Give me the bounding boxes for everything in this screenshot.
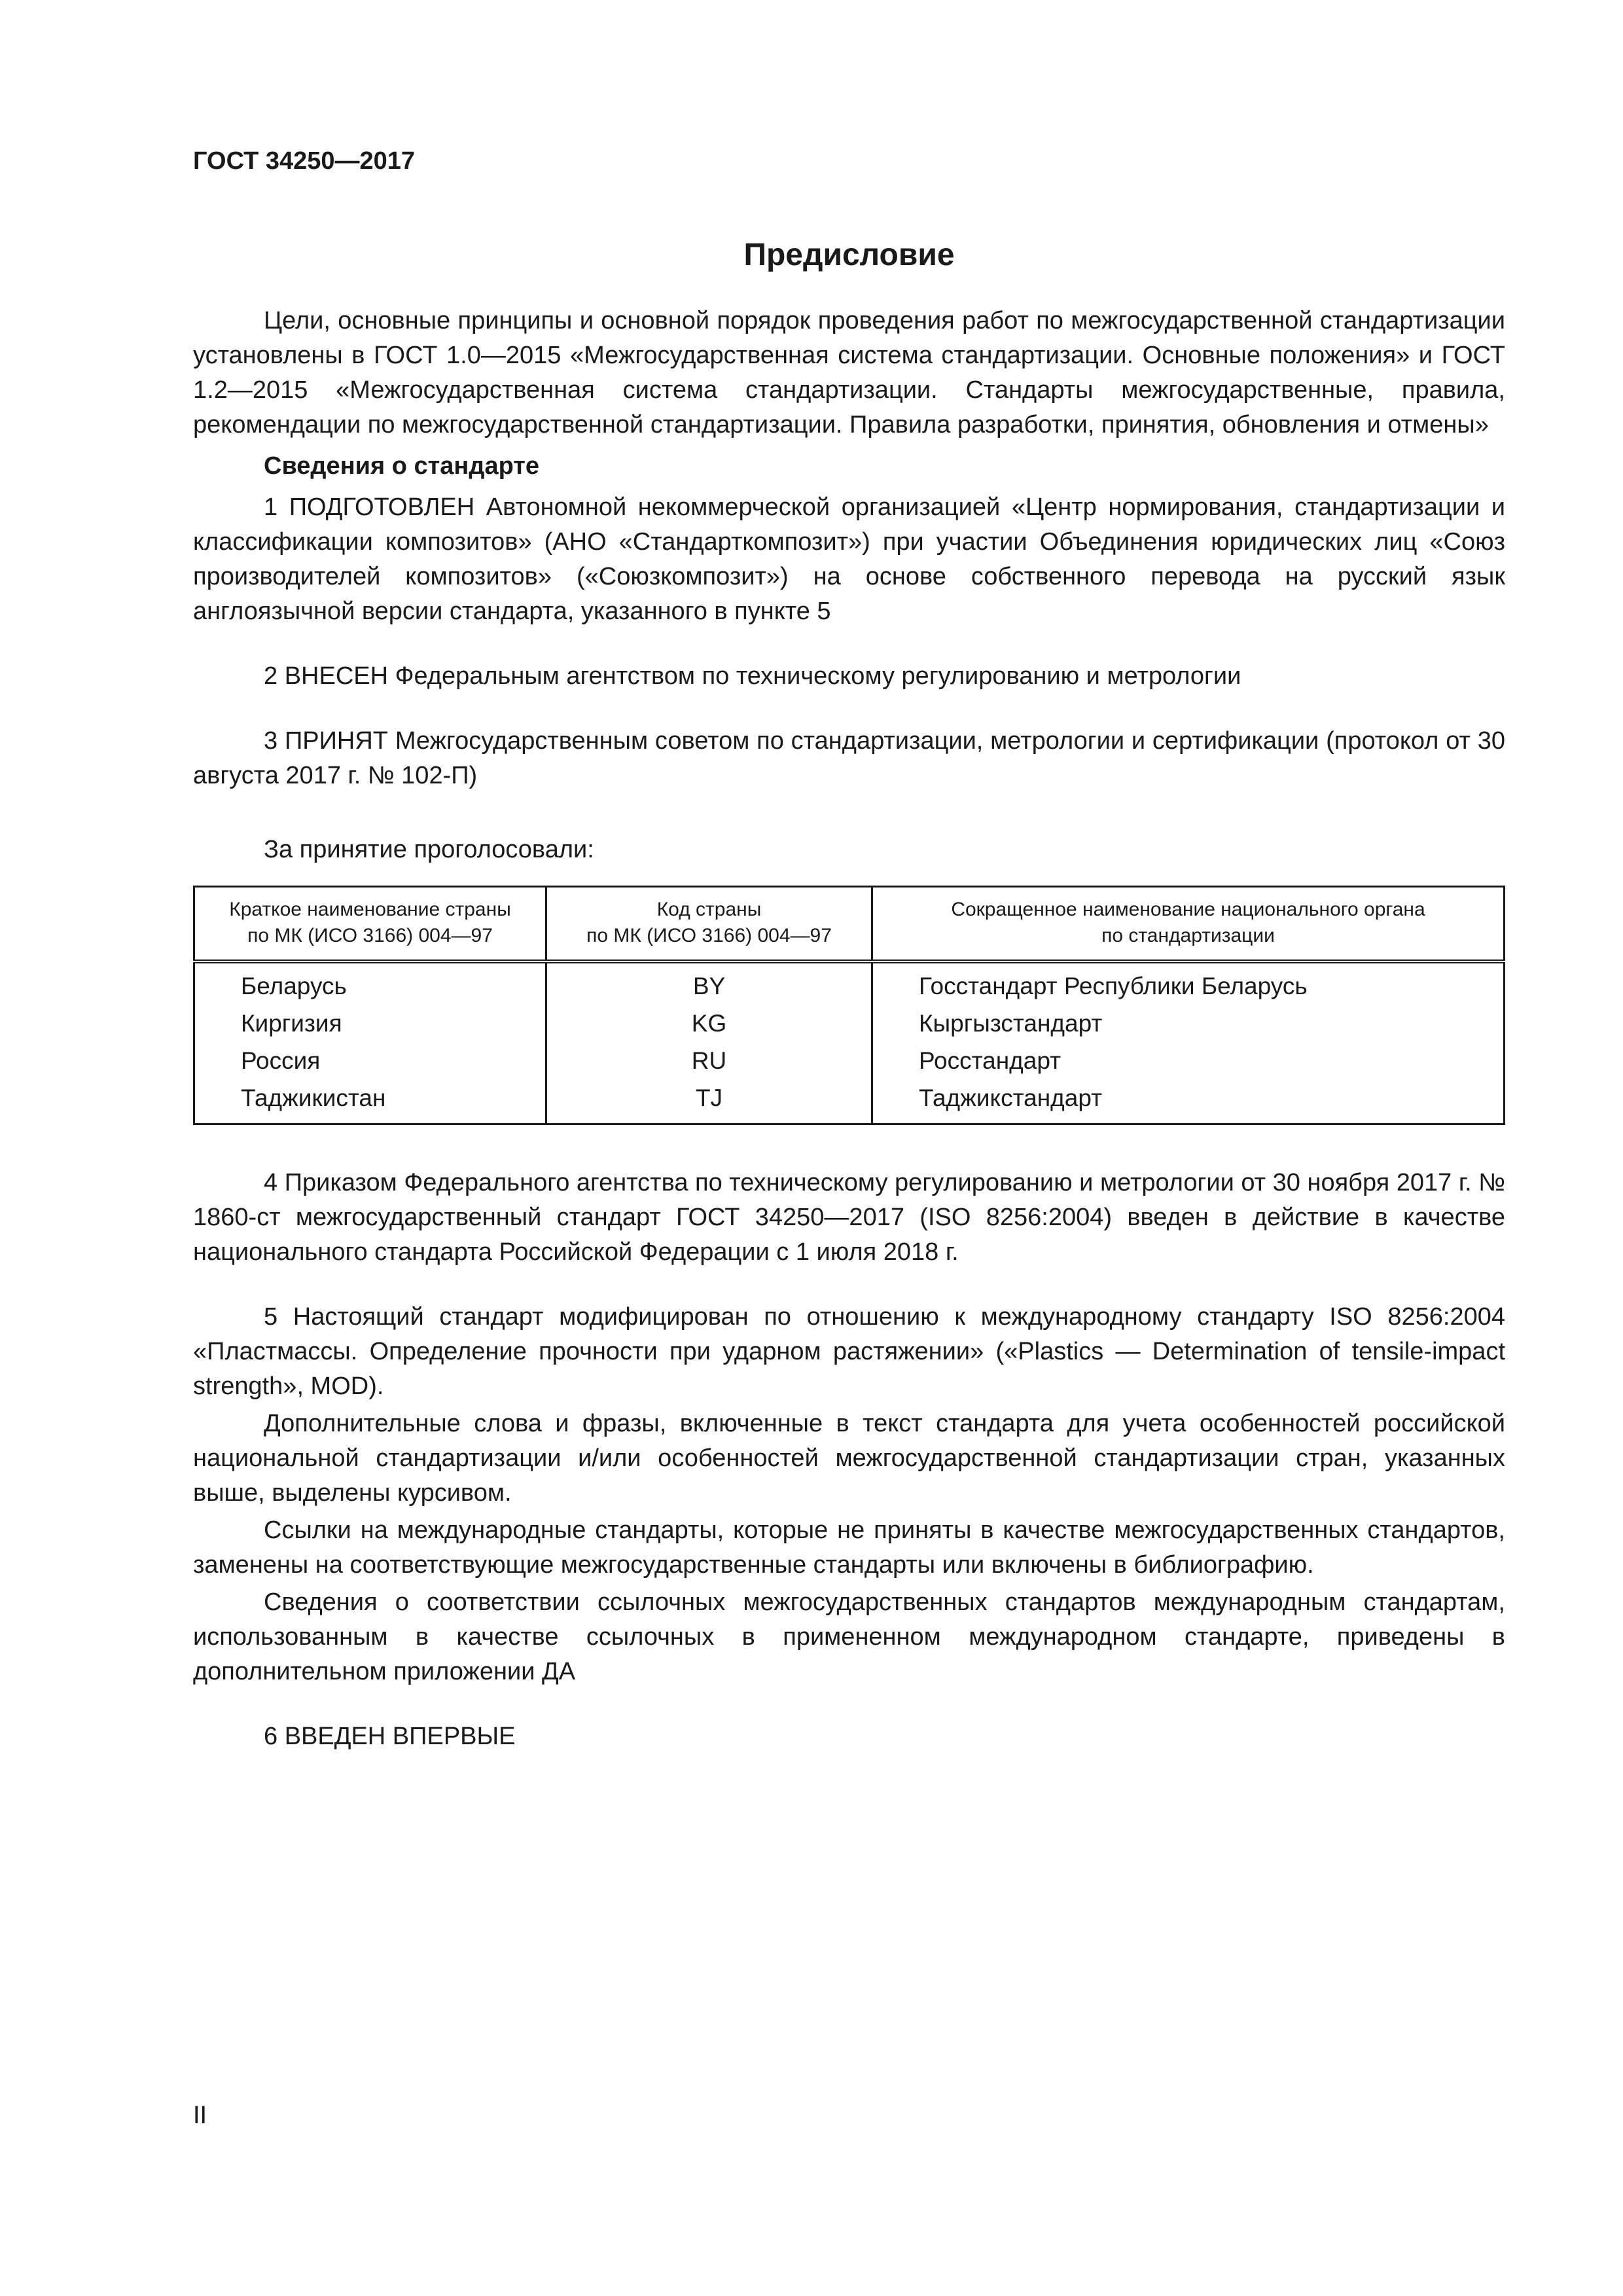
table-cell-country: Киргизия	[194, 1005, 546, 1042]
item-4-paragraph: 4 Приказом Федерального агентства по техническому регулированию и метрологии от 30 ноября 2017 г. № 1860-ст межгосударственный стандарт ГОСТ 34250—2017 (ISO 8256:2004) введен в действие в качестве национального стандарта Российской Федерации с 1 июля 2018 г.	[193, 1169, 1505, 1266]
table-row	[194, 1042, 1505, 1079]
table-cell-body: Кыргызстандарт	[872, 1005, 1505, 1042]
table-header-code: Код страны по МК (ИСО 3166) 004—97	[546, 887, 872, 962]
table-header-country: Краткое наименование страны по МК (ИСО 3166) 004—97	[194, 887, 546, 962]
page-content	[193, 145, 1505, 1754]
intro-paragraph: Цели, основные принципы и основной порядок проведения работ по межгосударственной стандартизации установлены в ГОСТ 1.0—2015 «Межгосударственная система стандартизации. Основные положения» и ГОСТ 1.2—2015 «Межгосударственная система стандартизации. Стандарты межгосударственные, правила, рекомендации по межгосударственной стандартизации. Правила разработки, принятия, обновления и отмены»	[193, 307, 1505, 439]
voting-table	[193, 886, 1505, 1125]
table-cell-country: Россия	[194, 1042, 546, 1079]
item-1-paragraph: 1 ПОДГОТОВЛЕН Автономной некоммерческой организацией «Центр нормирования, стандартизации и классификации композитов» (АНО «Стандарткомпозит») при участии Объединения юридических лиц «Союз производителей композитов» («Союзкомпозит») на основе собственного перевода на русский язык англоязычной версии стандарта, указанного в пункте 5	[193, 493, 1505, 625]
table-cell-code: BY	[546, 961, 872, 1005]
item-3-paragraph: 3 ПРИНЯТ Межгосударственным советом по стандартизации, метрологии и сертификации (протокол от 30 августа 2017 г. № 102-П)	[193, 727, 1505, 789]
item-2-paragraph: 2 ВНЕСЕН Федеральным агентством по техническому регулированию и метрологии	[264, 662, 1241, 690]
table-header-row	[194, 887, 1505, 962]
item-5-references-paragraph: Ссылки на международные стандарты, которые не приняты в качестве межгосударственных стандартов, заменены на соответствующие межгосударственные стандарты или включены в библиографию.	[193, 1516, 1505, 1579]
table-cell-code: RU	[546, 1042, 872, 1079]
table-header-body: Сокращенное наименование национального органа по стандартизации	[872, 887, 1505, 962]
votes-intro: За принятие проголосовали:	[264, 836, 594, 863]
table-cell-body: Госстандарт Республики Беларусь	[872, 961, 1505, 1005]
section-title: Предисловие	[743, 238, 955, 272]
item-6-paragraph: 6 ВВЕДЕН ВПЕРВЫЕ	[264, 1723, 516, 1750]
table-cell-country: Беларусь	[194, 961, 546, 1005]
item-5-correspondence-paragraph: Сведения о соответствии ссылочных межгосударственных стандартов международным стандартам, использованным в качестве ссылочных в примененном международном стандарте, приведены в дополнительном приложении ДА	[193, 1588, 1505, 1685]
page-number: II	[193, 2102, 207, 2129]
document-code: ГОСТ 34250—2017	[193, 147, 416, 175]
table-row	[194, 961, 1505, 1005]
table-row	[194, 1079, 1505, 1124]
item-5-paragraph: 5 Настоящий стандарт модифицирован по отношению к международному стандарту ISO 8256:2004 «Пластмассы. Определение прочности при ударном растяжении» («Plastics — Determination of tensile-impact strength», MOD).	[193, 1303, 1505, 1400]
table-cell-code: TJ	[546, 1079, 872, 1124]
table-cell-code: KG	[546, 1005, 872, 1042]
item-5-additions-paragraph: Дополнительные слова и фразы, включенные в текст стандарта для учета особенностей российской национальной стандартизации и/или особенностей межгосударственной стандартизации стран, указанных выше, выделены курсивом.	[193, 1410, 1505, 1507]
table-row	[194, 1005, 1505, 1042]
table-cell-body: Таджикстандарт	[872, 1079, 1505, 1124]
subheading: Сведения о стандарте	[264, 452, 540, 480]
table-cell-country: Таджикистан	[194, 1079, 546, 1124]
table-cell-body: Росстандарт	[872, 1042, 1505, 1079]
